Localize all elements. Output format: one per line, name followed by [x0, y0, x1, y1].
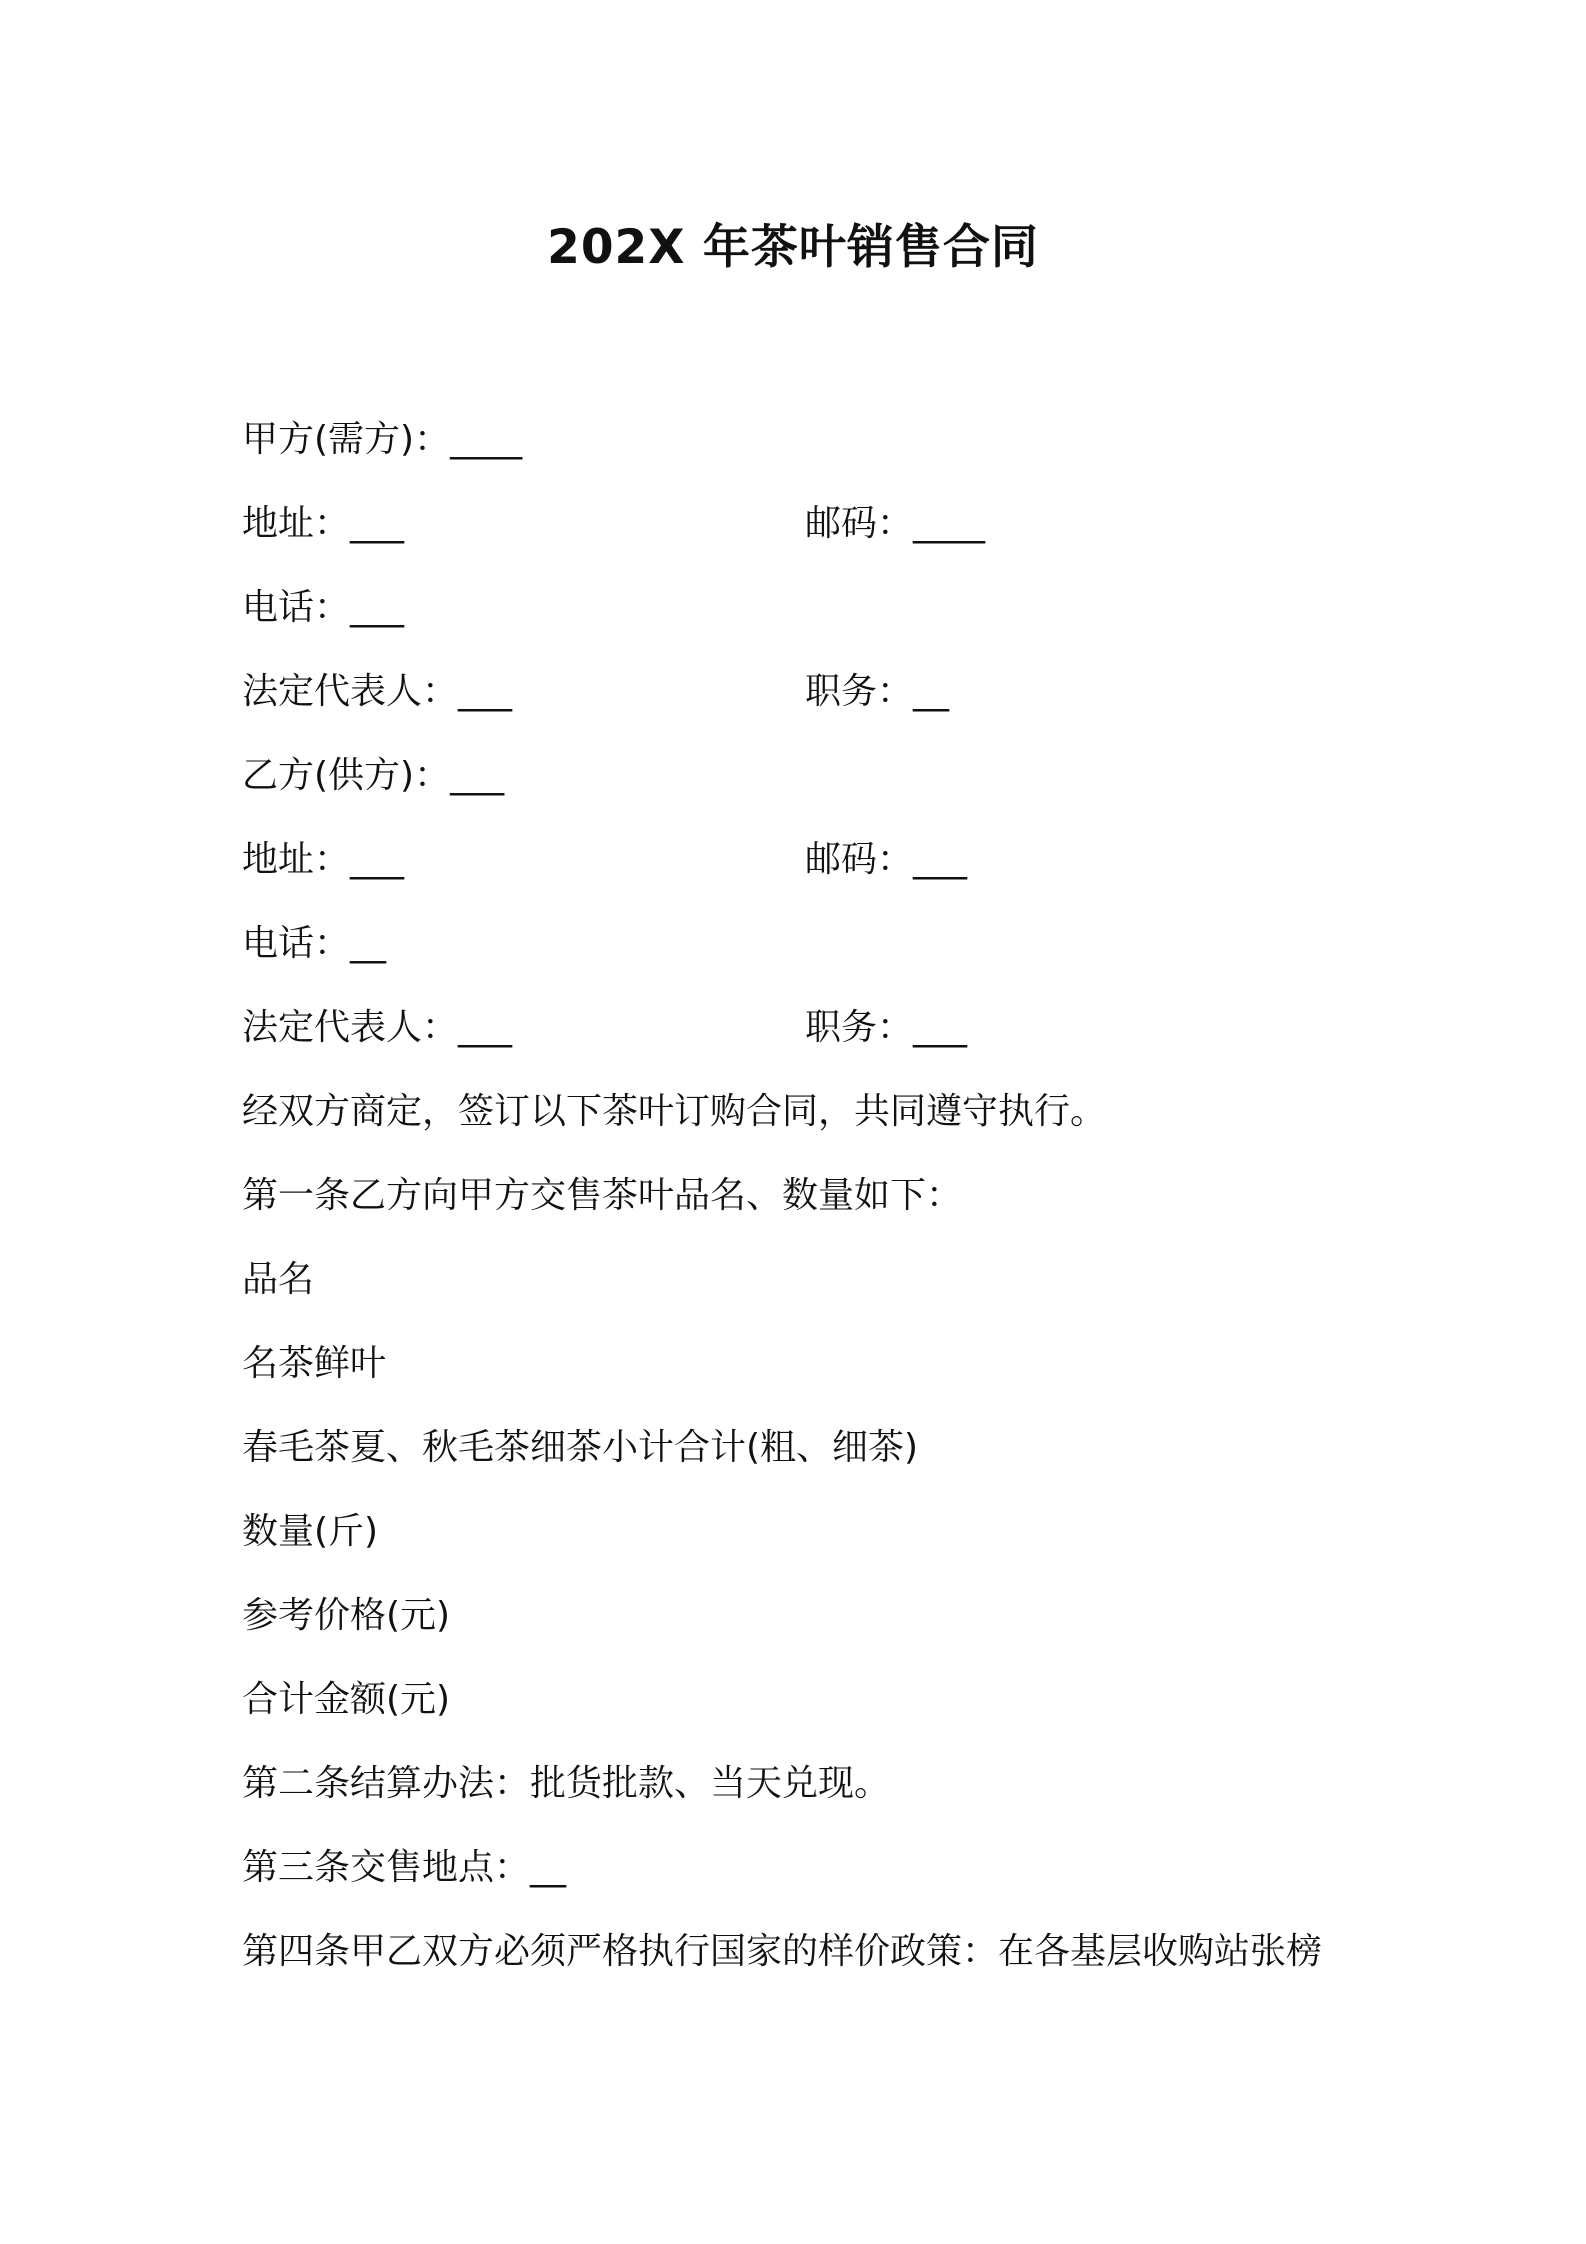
party-a-representative: 法定代表人：___: [242, 671, 513, 712]
article-4: 第四条甲乙双方必须严格执行国家的样价政策：在各基层收购站张榜: [242, 1931, 1323, 1972]
party-a-address: 地址：___: [242, 503, 405, 544]
party-b-postcode: 邮码：___: [805, 839, 968, 880]
reference-price-header: 参考价格(元): [242, 1595, 451, 1636]
party-b-address: 地址：___: [242, 839, 405, 880]
party-b-position: 职务：___: [805, 1007, 968, 1048]
party-b-name: 乙方(供方)：___: [242, 755, 505, 796]
quantity-header: 数量(斤): [242, 1511, 379, 1552]
article-2: 第二条结算办法：批货批款、当天兑现。: [242, 1763, 891, 1804]
article-3: 第三条交售地点：__: [242, 1847, 567, 1888]
article-1: 第一条乙方向甲方交售茶叶品名、数量如下：: [242, 1175, 963, 1216]
party-b-representative: 法定代表人：___: [242, 1007, 513, 1048]
product-fresh-leaf: 名茶鲜叶: [242, 1343, 387, 1384]
party-a-position: 职务：__: [805, 671, 950, 712]
agreement-intro: 经双方商定，签订以下茶叶订购合同，共同遵守执行。: [242, 1091, 1107, 1132]
product-name-header: 品名: [242, 1259, 315, 1300]
party-b-phone: 电话：__: [242, 923, 387, 964]
total-amount-header: 合计金额(元): [242, 1679, 451, 1720]
product-categories: 春毛茶夏、秋毛茶细茶小计合计(粗、细茶): [242, 1427, 919, 1468]
party-a-postcode: 邮码：____: [805, 503, 986, 544]
document-title: 202X 年茶叶销售合同: [547, 220, 1039, 275]
party-a-phone: 电话：___: [242, 587, 405, 628]
party-a-name: 甲方(需方)：____: [242, 419, 523, 460]
